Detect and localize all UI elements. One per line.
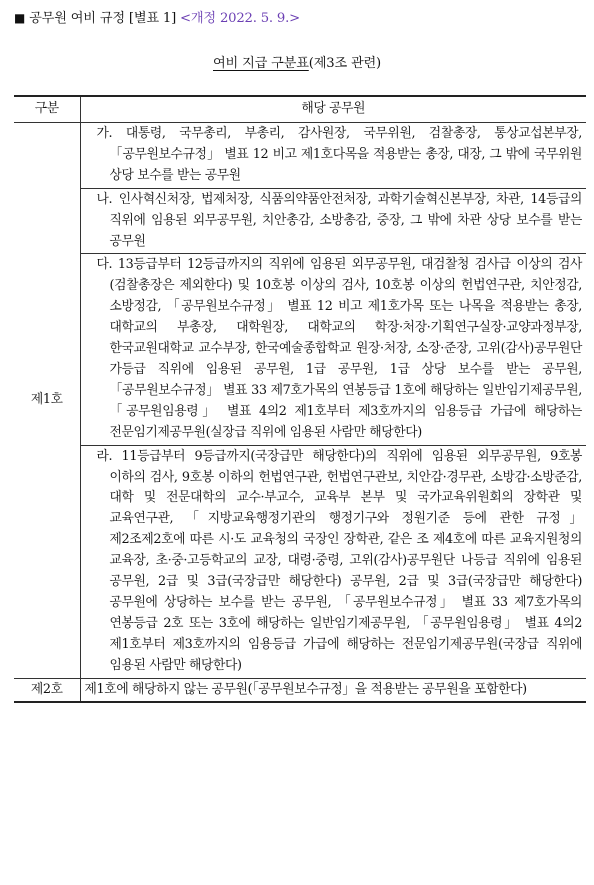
document-title [0,52,594,71]
item-cell-ra [80,445,586,678]
table-row [14,188,586,254]
item-text-ga: 가. 대통령, 국무총리, 부총리, 감사원장, 국무위원, 검찰총장, 통상교섭본부장, 「공무원보수규정」 별표 12 비고 제1호다목을 적용받는 총장, 대장, 그 밖에 국무위원 상당 보수를 받는 공무원 [96,126,582,183]
table-row [14,445,586,678]
amendment-date: <개정 2022. 5. 9.> [180,11,300,26]
item-text-na: 나. 인사혁신처장, 법제처장, 식품의약품안전처장, 과학기술혁신본부장, 차관, 14등급의 직위에 임용된 외무공무원, 치안총감, 소방총감, 중장, 그 밖에 차관 상당 보수를 받는 공무원 [96,191,582,249]
item-text-group2: 제1호에 해당하지 않는 공무원(「공무원보수규정」을 적용받는 공무원을 포함한다) [84,681,527,697]
table-header-row [14,96,586,123]
item-cell-da [80,254,586,445]
item-cell-group2 [80,678,586,702]
item-text-ra: 라. 11등급부터 9등급까지(국장급만 해당한다)의 직위에 임용된 외무공무원, 9호봉 이하의 검사, 9호봉 이하의 헌법연구관, 헌법연구관보, 치안감·경무관, 소방감·소방준감, 대학 및 전문대학의 교수·부교수, 교육부 본부 및 국가교육위원회의 장학관 및 교육연구관, 「지방교육행정기관의 행정기구와 정원기준 등에 관한 규정」 제2조제2호에 따른 시·도 교육청의 국장인 장학관, 같은 조 제4호에 따른 교육지원청의 교육장, 초·중·고등학교의 교장, 대령·중령, 고위(감사)공무원단 나등급 직위에 임용된 공무원, 2급 및 3급(국장급만 해당한다) 공무원, 2급 및 3급(국장급만 해당한다) 공무원에 상당하는 보수를 받는 공무원, 「공무원보수규정」 별표 33 제7호가목의 연봉등급 2호 또는 3호에 해당하는 일반임기제공무원, 「공무원임용령」 별표 4의2 제1호부터 제3호까지의 임용등급 가급에 해당하는 전문임기제공무원(국장급 직위에 임용된 사람만 해당한다) [96,448,582,673]
column-header-category: 구분 [14,96,80,123]
document-header [14,7,300,26]
black-square-icon: ■ [14,11,26,25]
item-cell-ga [80,123,586,189]
header-title: 공무원 여비 규정 [별표 1] [29,11,177,26]
title-main: 여비 지급 구분표 [213,56,309,71]
table-row [14,678,586,702]
table-row [14,123,586,189]
item-text-da: 다. 13등급부터 12등급까지의 직위에 임용된 외무공무원, 대검찰청 검사급 이상의 검사(검찰총장은 제외한다) 및 10호봉 이상의 검사, 10호봉 이상의 헌법연구관, 치안정감, 소방정감, 「공무원보수규정」 별표 12 비고 제1호가목 또는 나목을 적용받는 총장, 대학교의 부총장, 대학원장, 대학교의 학장·처장·기획연구실장·교양과정부장, 한국교원대학교 교수부장, 한국예술종합학교 원장·처장, 소장·준장, 고위(감사)공무원단 가등급 직위에 임용된 공무원, 1급 공무원, 1급 상당 보수를 받는 공무원, 「공무원보수규정」 별표 33 제7호가목의 연봉등급 1호에 해당하는 일반임기제공무원, 「공무원임용령」 별표 4의2 제1호부터 제3호까지의 임용등급 가급에 해당하는 전문임기제공무원(실장급 직위에 임용된 사람만 해당한다) [96,257,582,440]
table-row [14,254,586,445]
title-sub: (제3조 관련) [308,56,381,71]
column-header-target: 해당 공무원 [80,96,586,123]
category-cell-1: 제1호 [14,123,80,679]
travel-expense-table [14,95,586,703]
item-cell-na [80,188,586,254]
category-cell-2: 제2호 [14,678,80,702]
